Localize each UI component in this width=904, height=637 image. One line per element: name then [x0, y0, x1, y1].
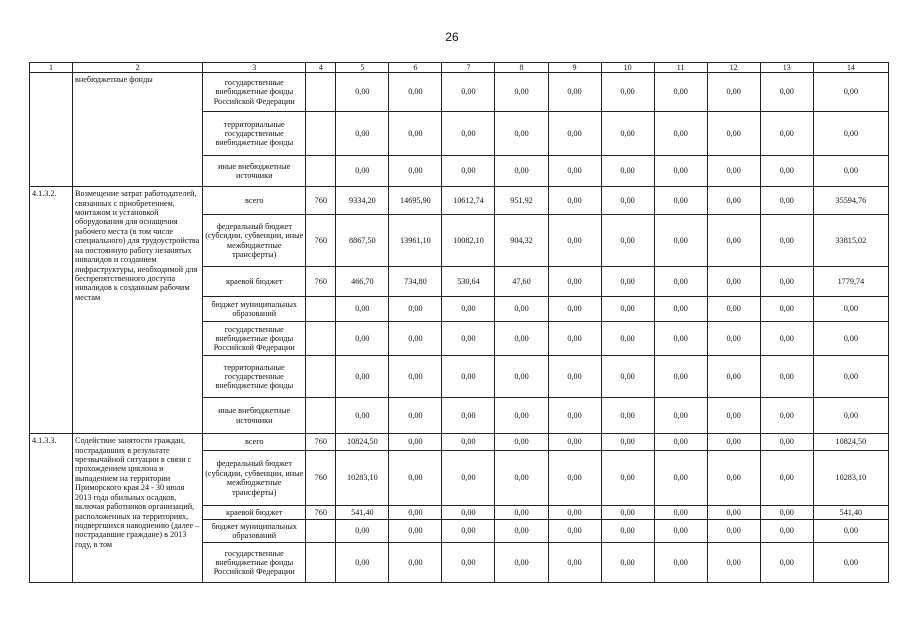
- amount-cell: 0,00: [707, 322, 760, 356]
- amount-cell: 14695,90: [389, 187, 442, 215]
- amount-cell: 0,00: [654, 156, 707, 187]
- column-number-row: [30, 63, 889, 73]
- amount-cell: 0,00: [389, 451, 442, 506]
- column-number-9: 9: [548, 63, 601, 73]
- amount-cell: 0,00: [442, 297, 495, 322]
- amount-cell: 0,00: [707, 398, 760, 434]
- amount-cell: 0,00: [389, 73, 442, 112]
- funding-source: государственные внебюджетные фонды Российской Федерации: [203, 322, 306, 356]
- column-number-1: 1: [30, 63, 73, 73]
- amount-cell: 0,00: [760, 297, 813, 322]
- funding-source: краевой бюджет: [203, 267, 306, 297]
- amount-cell: 0,00: [389, 520, 442, 543]
- amount-cell: 0,00: [601, 398, 654, 434]
- amount-cell: 0,00: [813, 73, 888, 112]
- amount-cell: 0,00: [654, 434, 707, 451]
- amount-cell: 0,00: [760, 434, 813, 451]
- budget-code: [306, 156, 336, 187]
- amount-cell: 0,00: [548, 215, 601, 267]
- funding-source: федеральный бюджет (субсидии, субвенции, иные межбюджетные трансферты): [203, 215, 306, 267]
- amount-cell: 0,00: [760, 398, 813, 434]
- amount-cell: 0,00: [707, 267, 760, 297]
- column-number-8: 8: [495, 63, 548, 73]
- amount-cell: 0,00: [601, 215, 654, 267]
- amount-cell: 0,00: [548, 398, 601, 434]
- amount-cell: 0,00: [601, 112, 654, 156]
- budget-code: 760: [306, 451, 336, 506]
- amount-cell: 0,00: [548, 267, 601, 297]
- amount-cell: 0,00: [654, 356, 707, 398]
- amount-cell: 0,00: [654, 267, 707, 297]
- amount-cell: 0,00: [442, 398, 495, 434]
- measure-name: Возмещение затрат работодателей, связанных с приобретением, монтажом и установкой оборудования для оснащения рабочего места (в том числе специального) для трудоустройства на постоянную работу незанятых инвалидов и созданием инфраструктуры, необходимой для беспрепятственного доступа инвалидов к созданным рабочим местам: [73, 187, 203, 434]
- amount-cell: 0,00: [813, 297, 888, 322]
- amount-cell: 0,00: [707, 112, 760, 156]
- amount-cell: 541,40: [813, 506, 888, 520]
- amount-cell: 0,00: [442, 73, 495, 112]
- funding-source: иные внебюджетные источники: [203, 156, 306, 187]
- amount-cell: 10082,10: [442, 215, 495, 267]
- amount-cell: 0,00: [548, 187, 601, 215]
- amount-cell: 0,00: [548, 356, 601, 398]
- amount-cell: 904,32: [495, 215, 548, 267]
- funding-source: всего: [203, 434, 306, 451]
- funding-source: территориальные государственные внебюджетные фонды: [203, 356, 306, 398]
- measure-code: [30, 73, 73, 187]
- amount-cell: 0,00: [654, 543, 707, 583]
- amount-cell: 0,00: [495, 506, 548, 520]
- page-number: 26: [445, 30, 459, 44]
- measure-name: внебюджетные фонды: [73, 73, 203, 187]
- amount-cell: 8867,50: [336, 215, 389, 267]
- amount-cell: 0,00: [601, 73, 654, 112]
- amount-cell: 0,00: [389, 398, 442, 434]
- amount-cell: 0,00: [389, 112, 442, 156]
- budget-code: [306, 398, 336, 434]
- amount-cell: 0,00: [654, 451, 707, 506]
- amount-cell: 0,00: [442, 356, 495, 398]
- amount-cell: 0,00: [548, 543, 601, 583]
- amount-cell: 0,00: [495, 451, 548, 506]
- amount-cell: 0,00: [548, 112, 601, 156]
- amount-cell: 0,00: [707, 543, 760, 583]
- amount-cell: 10283,10: [336, 451, 389, 506]
- amount-cell: 0,00: [760, 215, 813, 267]
- amount-cell: 0,00: [760, 187, 813, 215]
- budget-code: [306, 112, 336, 156]
- amount-cell: 0,00: [654, 187, 707, 215]
- budget-code: 760: [306, 215, 336, 267]
- amount-cell: 0,00: [336, 73, 389, 112]
- amount-cell: 466,70: [336, 267, 389, 297]
- amount-cell: 0,00: [495, 297, 548, 322]
- amount-cell: 0,00: [813, 322, 888, 356]
- amount-cell: 10283,10: [813, 451, 888, 506]
- amount-cell: 0,00: [442, 520, 495, 543]
- column-number-5: 5: [336, 63, 389, 73]
- column-number-7: 7: [442, 63, 495, 73]
- amount-cell: 13961,10: [389, 215, 442, 267]
- amount-cell: 0,00: [760, 451, 813, 506]
- amount-cell: 9334,20: [336, 187, 389, 215]
- amount-cell: 0,00: [336, 356, 389, 398]
- amount-cell: 0,00: [707, 156, 760, 187]
- amount-cell: 0,00: [813, 520, 888, 543]
- amount-cell: 0,00: [495, 322, 548, 356]
- amount-cell: 0,00: [548, 297, 601, 322]
- amount-cell: 0,00: [707, 356, 760, 398]
- budget-code: [306, 543, 336, 583]
- budget-code: 760: [306, 434, 336, 451]
- amount-cell: 0,00: [813, 398, 888, 434]
- amount-cell: 0,00: [760, 73, 813, 112]
- column-number-14: 14: [813, 63, 888, 73]
- amount-cell: 734,80: [389, 267, 442, 297]
- amount-cell: 0,00: [707, 434, 760, 451]
- amount-cell: 0,00: [442, 112, 495, 156]
- amount-cell: 0,00: [707, 187, 760, 215]
- budget-code: 760: [306, 267, 336, 297]
- amount-cell: 0,00: [654, 112, 707, 156]
- amount-cell: 0,00: [495, 356, 548, 398]
- amount-cell: 0,00: [336, 156, 389, 187]
- amount-cell: 0,00: [495, 520, 548, 543]
- column-number-3: 3: [203, 63, 306, 73]
- table-row: [30, 434, 889, 451]
- amount-cell: 0,00: [654, 215, 707, 267]
- amount-cell: 0,00: [495, 156, 548, 187]
- amount-cell: 0,00: [548, 451, 601, 506]
- amount-cell: 530,64: [442, 267, 495, 297]
- amount-cell: 0,00: [760, 506, 813, 520]
- measure-code: 4.1.3.3.: [30, 434, 73, 583]
- amount-cell: 0,00: [336, 297, 389, 322]
- amount-cell: 0,00: [654, 506, 707, 520]
- budget-code: [306, 356, 336, 398]
- column-number-11: 11: [654, 63, 707, 73]
- amount-cell: 0,00: [389, 156, 442, 187]
- column-number-4: 4: [306, 63, 336, 73]
- funding-source: территориальные государственные внебюджетные фонды: [203, 112, 306, 156]
- funding-source: государственные внебюджетные фонды Российской Федерации: [203, 543, 306, 583]
- column-number-6: 6: [389, 63, 442, 73]
- budget-table: [29, 62, 889, 583]
- amount-cell: 0,00: [654, 398, 707, 434]
- amount-cell: 10612,74: [442, 187, 495, 215]
- amount-cell: 0,00: [813, 156, 888, 187]
- amount-cell: 0,00: [495, 112, 548, 156]
- amount-cell: 0,00: [760, 543, 813, 583]
- amount-cell: 0,00: [495, 434, 548, 451]
- amount-cell: 0,00: [707, 520, 760, 543]
- amount-cell: 0,00: [389, 322, 442, 356]
- amount-cell: 0,00: [601, 451, 654, 506]
- budget-code: [306, 520, 336, 543]
- amount-cell: 0,00: [548, 322, 601, 356]
- table-row: [30, 73, 889, 112]
- amount-cell: 0,00: [601, 434, 654, 451]
- amount-cell: 0,00: [760, 112, 813, 156]
- amount-cell: 0,00: [707, 451, 760, 506]
- amount-cell: 0,00: [442, 506, 495, 520]
- budget-code: 760: [306, 506, 336, 520]
- amount-cell: 0,00: [601, 520, 654, 543]
- amount-cell: 0,00: [707, 215, 760, 267]
- amount-cell: 0,00: [760, 520, 813, 543]
- amount-cell: 0,00: [654, 520, 707, 543]
- budget-code: [306, 322, 336, 356]
- amount-cell: 0,00: [601, 267, 654, 297]
- amount-cell: 0,00: [654, 73, 707, 112]
- amount-cell: 0,00: [707, 506, 760, 520]
- amount-cell: 0,00: [336, 112, 389, 156]
- amount-cell: 0,00: [707, 297, 760, 322]
- column-number-2: 2: [73, 63, 203, 73]
- amount-cell: 0,00: [654, 297, 707, 322]
- column-number-10: 10: [601, 63, 654, 73]
- amount-cell: 0,00: [548, 520, 601, 543]
- amount-cell: 0,00: [495, 398, 548, 434]
- amount-cell: 0,00: [813, 543, 888, 583]
- amount-cell: 0,00: [442, 451, 495, 506]
- amount-cell: 1779,74: [813, 267, 888, 297]
- amount-cell: 0,00: [707, 73, 760, 112]
- measure-name: Содействие занятости граждан, пострадавших в результате чрезвычайной ситуации в связи с прохождением циклона и выпадением на территории Приморского края 24 - 30 июля 2013 года обильных осадков, включая работников организаций, расположенных на территориях, подвергшихся наводнению (далее – пострадавшие граждане) в 2013 году, в том: [73, 434, 203, 583]
- amount-cell: 0,00: [548, 506, 601, 520]
- funding-source: государственные внебюджетные фонды Российской Федерации: [203, 73, 306, 112]
- column-number-13: 13: [760, 63, 813, 73]
- amount-cell: 0,00: [548, 434, 601, 451]
- funding-source: краевой бюджет: [203, 506, 306, 520]
- column-number-12: 12: [707, 63, 760, 73]
- funding-source: федеральный бюджет (субсидии, субвенции, иные межбюджетные трансферты): [203, 451, 306, 506]
- amount-cell: 0,00: [548, 73, 601, 112]
- budget-code: 760: [306, 187, 336, 215]
- amount-cell: 0,00: [601, 356, 654, 398]
- measure-code: 4.1.3.2.: [30, 187, 73, 434]
- amount-cell: 0,00: [336, 520, 389, 543]
- funding-source: бюджет муниципальных образований: [203, 297, 306, 322]
- amount-cell: 0,00: [389, 543, 442, 583]
- amount-cell: 0,00: [760, 356, 813, 398]
- amount-cell: 0,00: [336, 398, 389, 434]
- amount-cell: 0,00: [389, 434, 442, 451]
- amount-cell: 0,00: [389, 297, 442, 322]
- amount-cell: 541,40: [336, 506, 389, 520]
- amount-cell: 0,00: [601, 187, 654, 215]
- amount-cell: 0,00: [442, 156, 495, 187]
- amount-cell: 10824,50: [813, 434, 888, 451]
- amount-cell: 0,00: [813, 356, 888, 398]
- amount-cell: 0,00: [548, 156, 601, 187]
- amount-cell: 0,00: [389, 356, 442, 398]
- table-row: [30, 187, 889, 215]
- amount-cell: 0,00: [813, 112, 888, 156]
- amount-cell: 0,00: [442, 543, 495, 583]
- funding-source: всего: [203, 187, 306, 215]
- amount-cell: 0,00: [442, 322, 495, 356]
- budget-code: [306, 73, 336, 112]
- amount-cell: 0,00: [654, 322, 707, 356]
- amount-cell: 0,00: [760, 156, 813, 187]
- amount-cell: 0,00: [760, 267, 813, 297]
- amount-cell: 0,00: [495, 543, 548, 583]
- table-body: [30, 63, 889, 583]
- amount-cell: 0,00: [601, 297, 654, 322]
- amount-cell: 10824,50: [336, 434, 389, 451]
- amount-cell: 0,00: [601, 543, 654, 583]
- amount-cell: 0,00: [389, 506, 442, 520]
- amount-cell: 951,92: [495, 187, 548, 215]
- amount-cell: 0,00: [495, 73, 548, 112]
- amount-cell: 0,00: [601, 156, 654, 187]
- amount-cell: 47,60: [495, 267, 548, 297]
- amount-cell: 33815,02: [813, 215, 888, 267]
- funding-source: иные внебюджетные источники: [203, 398, 306, 434]
- amount-cell: 0,00: [336, 543, 389, 583]
- amount-cell: 35594,76: [813, 187, 888, 215]
- budget-code: [306, 297, 336, 322]
- funding-source: бюджет муниципальных образований: [203, 520, 306, 543]
- amount-cell: 0,00: [442, 434, 495, 451]
- amount-cell: 0,00: [336, 322, 389, 356]
- amount-cell: 0,00: [760, 322, 813, 356]
- amount-cell: 0,00: [601, 506, 654, 520]
- amount-cell: 0,00: [601, 322, 654, 356]
